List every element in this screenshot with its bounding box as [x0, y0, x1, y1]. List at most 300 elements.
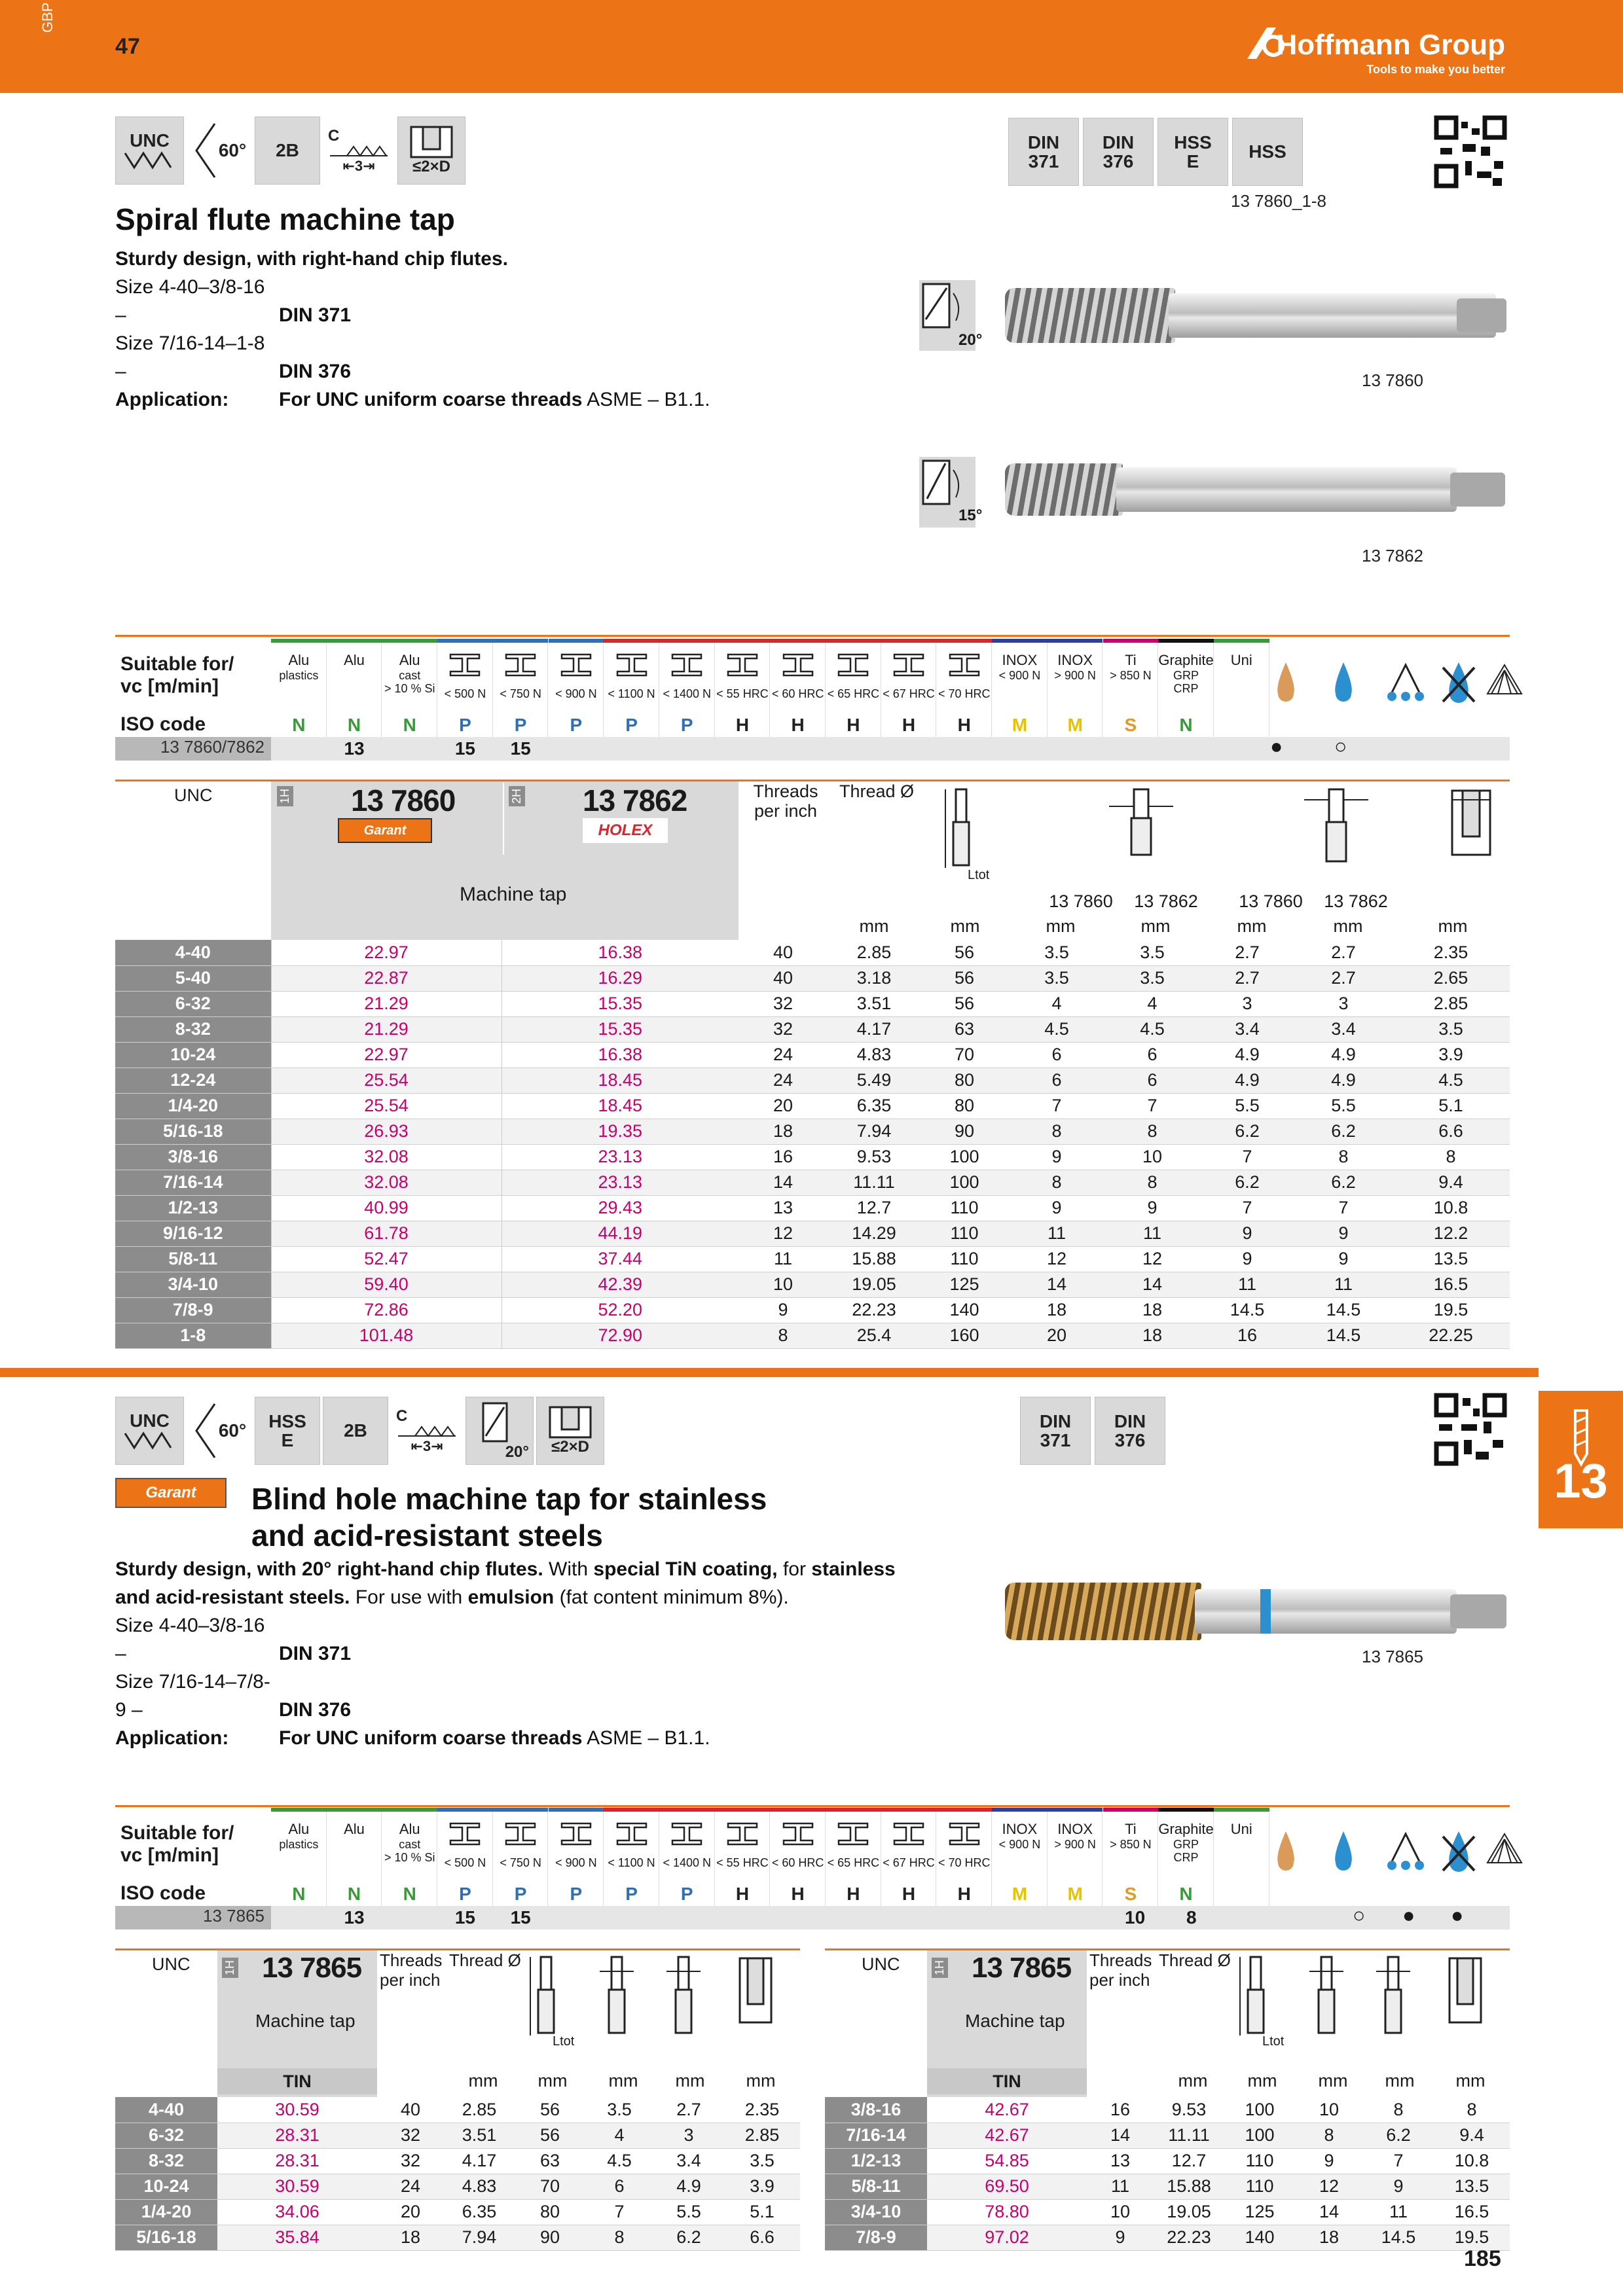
value-cell: 22.23 [852, 1300, 896, 1319]
value-cell: 125 [1245, 2202, 1275, 2221]
table-row [115, 1067, 1510, 1093]
angle-60-icon [192, 1401, 219, 1460]
chamfer-icon [327, 144, 390, 158]
qr-code-icon[interactable] [1434, 1393, 1507, 1466]
material-col [936, 1808, 992, 1906]
value-cell: 3.5 [1392, 1016, 1510, 1042]
helix-angle-icon [919, 457, 976, 509]
material-sub: cast > 10 % Si [384, 1838, 435, 1864]
chapter-tab[interactable] [1539, 1391, 1623, 1528]
material-color-bar [1103, 639, 1159, 643]
value-cell: 2.7 [1235, 942, 1260, 962]
helix-angle-badge-2 [919, 457, 983, 528]
air-cooling-icon [1485, 1830, 1524, 1869]
table-row [115, 1246, 1510, 1272]
material-color-bar [1158, 1808, 1214, 1812]
value-cell: 14 [739, 1170, 828, 1195]
price-cell: 29.43 [501, 1195, 739, 1221]
hss-badge: HSS [1232, 118, 1303, 186]
material-color-bar [826, 639, 881, 643]
value-cell: 9 [1199, 1221, 1295, 1246]
value-cell: 12 [1295, 2174, 1363, 2199]
value-cell: 8 [1105, 1119, 1199, 1144]
material-color-bar [1158, 639, 1214, 643]
din-376-badge: DIN 376 [1083, 118, 1154, 186]
material-col [1158, 639, 1214, 737]
value-cell: 7.94 [828, 1119, 921, 1144]
value-cell: 16 [1199, 1323, 1295, 1348]
value-cell: 19.5 [1434, 2225, 1510, 2250]
value-cell: 4.9 [1235, 1045, 1260, 1064]
material-col [493, 639, 549, 737]
material-iso: P [625, 715, 638, 735]
material-sub: < 65 HRC [827, 1856, 880, 1869]
value-cell: 160 [921, 1323, 1008, 1348]
material-col [992, 639, 1048, 737]
materials-row-1 [115, 737, 1510, 761]
iso-label-2: ISO code [120, 1882, 206, 1904]
material-sub: > 900 N [1054, 1838, 1096, 1851]
table-row [115, 1297, 1510, 1323]
value-cell: 11 [1087, 2174, 1154, 2199]
price-cell: 97.02 [927, 2225, 1087, 2250]
code-b-tag: 2H [509, 786, 525, 806]
section2-title: Blind hole machine tap for stainless and acid-resistant steels [251, 1482, 767, 1552]
value-cell: 5.1 [750, 2202, 775, 2221]
holex-badge: HOLEX [583, 818, 668, 843]
material-iso: H [791, 715, 805, 735]
thread-size-cell: 5/8-11 [115, 1246, 271, 1272]
material-iso: H [902, 1884, 916, 1904]
din-371-badge-2: DIN 371 [1020, 1397, 1091, 1465]
material-col [715, 1808, 771, 1906]
table1-header [115, 781, 1510, 939]
thread-size-cell: 1/4-20 [115, 1093, 271, 1119]
price-cell: 72.86 [271, 1297, 501, 1323]
value-cell: 70 [515, 2174, 585, 2199]
table2-left-body [115, 2097, 800, 2251]
unc-head: UNC [862, 1954, 900, 1974]
material-color-bar [826, 1808, 881, 1812]
chamfer-symbol: C ⇤3⇥ [323, 117, 395, 185]
material-sub: GRP CRP [1173, 669, 1199, 695]
price-cell: 18.45 [501, 1067, 739, 1093]
material-col [936, 639, 992, 737]
unc-head: UNC [152, 1954, 191, 1974]
angle-2-label: 15° [958, 507, 983, 524]
value-cell: 3.5 [1008, 965, 1105, 991]
material-color-bar [659, 639, 715, 643]
value-cell: 9 [1324, 2151, 1334, 2170]
core-hole-icon [1448, 787, 1494, 859]
material-col [382, 1808, 437, 1906]
steel-ibeam-icon [503, 652, 538, 678]
value-cell: 9 [1051, 1198, 1062, 1217]
value-cell: 125 [921, 1272, 1008, 1297]
coating-label: TIN [927, 2068, 1087, 2094]
value-cell: 13 [773, 1198, 793, 1217]
value-cell: 8 [1446, 1147, 1456, 1166]
material-sub: < 1100 N [608, 687, 655, 700]
material-sub: < 65 HRC [827, 687, 880, 700]
divider-materials-2 [115, 1805, 1510, 1807]
steel-ibeam-icon [670, 1821, 704, 1847]
value-cell: 14.5 [1230, 1300, 1265, 1319]
thread-size-cell: 10-24 [115, 1042, 271, 1067]
value-cell: 2.7 [1295, 965, 1392, 991]
angle-symbol-2: 60° [187, 1397, 252, 1465]
material-iso: P [680, 1884, 693, 1904]
unit-label: mm [1237, 916, 1267, 936]
value-cell: 5.5 [676, 2202, 701, 2221]
value-cell: 4.5 [1105, 1016, 1199, 1042]
price-cell: 15.35 [501, 1016, 739, 1042]
application-bold: For UNC uniform coarse threads [279, 389, 583, 410]
value-cell: 3.9 [724, 2174, 800, 2199]
value-cell: 4.5 [607, 2151, 632, 2170]
price-cell: 21.29 [271, 1016, 501, 1042]
size-label-2: Size 7/16-14–1-8 – [115, 332, 265, 382]
thread-dia-head: Thread Ø [449, 1950, 521, 1970]
material-iso: M [1012, 1884, 1028, 1904]
material-col [604, 1808, 659, 1906]
thread-size-cell: 8-32 [115, 1016, 271, 1042]
material-color-bar [936, 639, 992, 643]
depth-symbol: ≤2×D [397, 117, 465, 185]
value-cell: 140 [1224, 2225, 1295, 2250]
price-cell: 28.31 [275, 2151, 319, 2170]
core-hole-icon [736, 1954, 775, 2039]
value-cell: 8 [1295, 2123, 1363, 2148]
price-cell: 54.85 [985, 2151, 1029, 2170]
table-row [115, 965, 1510, 991]
price-cell: 35.84 [217, 2225, 377, 2250]
material-iso: P [625, 1884, 638, 1904]
material-col [437, 639, 493, 737]
table-row [115, 2097, 800, 2123]
value-cell: 3.4 [1199, 1016, 1295, 1042]
material-color-bar [659, 1808, 715, 1812]
material-col [549, 639, 604, 737]
table-row [825, 2097, 1510, 2123]
value-cell: 2.7 [1331, 942, 1356, 962]
code-number: 13 7865 [972, 1952, 1072, 1984]
material-iso: S [1124, 715, 1137, 735]
page-number-top: 47 [115, 34, 140, 59]
thread-size-cell: 3/4-10 [825, 2199, 927, 2225]
material-sub: < 60 HRC [771, 1856, 824, 1869]
value-cell: 4 [1147, 994, 1158, 1013]
material-iso: H [957, 715, 971, 735]
value-cell: 80 [921, 1067, 1008, 1093]
steel-ibeam-icon [448, 1821, 482, 1847]
m-value-2: 8 [1186, 1907, 1197, 1928]
value-cell: 9 [1051, 1147, 1062, 1166]
value-cell: 8 [1008, 1170, 1105, 1195]
tap-length-icon [526, 1954, 566, 2039]
material-col [549, 1808, 604, 1906]
value-cell: 100 [949, 1147, 979, 1166]
unit-label: mm [1333, 916, 1363, 936]
value-cell: 11 [1199, 1272, 1295, 1297]
value-cell: 100 [1224, 2123, 1295, 2148]
material-color-bar [549, 1808, 604, 1812]
price-cell: 19.35 [501, 1119, 739, 1144]
value-cell: 6.2 [1295, 1170, 1392, 1195]
material-iso: S [1124, 1884, 1137, 1904]
value-cell: 4.5 [1392, 1067, 1510, 1093]
coolant-dot-3: ○ [1353, 1903, 1366, 1927]
sub-heads-b: 13 7860 13 7862 [1239, 891, 1388, 911]
material-col [881, 1808, 937, 1906]
value-cell: 40 [773, 942, 793, 962]
oil-drop-icon [1273, 1829, 1299, 1874]
value-cell: 24 [773, 1045, 793, 1064]
value-cell: 16 [1110, 2099, 1131, 2119]
value-cell: 20 [1008, 1323, 1105, 1348]
material-color-bar [437, 1808, 493, 1812]
material-color-bar [327, 639, 382, 643]
price-cell: 37.44 [501, 1246, 739, 1272]
table-row [115, 2199, 800, 2225]
material-vc-value: 13 [344, 738, 365, 759]
material-col [271, 639, 327, 737]
steel-ibeam-icon [559, 1821, 593, 1847]
angle-symbol: 60° [187, 117, 252, 185]
value-cell: 14 [1105, 1272, 1199, 1297]
thread-size-cell: 6-32 [115, 2123, 217, 2148]
chamfer-icon [395, 1424, 458, 1439]
value-cell: 32 [400, 2151, 421, 2170]
garant-brand-badge: Garant [115, 1478, 227, 1508]
code-b: 13 7862 [583, 783, 687, 817]
value-cell: 3 [1242, 994, 1252, 1013]
price-cell: 16.38 [501, 1042, 739, 1067]
material-color-bar [493, 639, 549, 643]
value-cell: 9.4 [1434, 2123, 1510, 2148]
value-cell: 11 [1008, 1221, 1105, 1246]
value-cell: 11 [1105, 1221, 1199, 1246]
material-name: Alu [344, 652, 365, 668]
material-iso: N [403, 715, 416, 735]
code-tag: 1H [222, 1958, 238, 1978]
material-col [1158, 1808, 1214, 1906]
application-label-2: Application: [115, 1727, 229, 1749]
material-sub: < 900 N [555, 687, 597, 700]
material-color-bar [604, 1808, 659, 1812]
value-cell: 24 [739, 1067, 828, 1093]
material-iso: N [292, 715, 306, 735]
price-cell: 28.31 [217, 2123, 377, 2148]
material-color-bar [327, 1808, 382, 1812]
steel-ibeam-icon [947, 652, 981, 678]
thread-size-cell: 7/8-9 [825, 2225, 927, 2250]
din-376-badge-2: DIN 376 [1095, 1397, 1165, 1465]
iso-label: ISO code [120, 713, 206, 735]
value-cell: 110 [1245, 2151, 1274, 2170]
material-sub: < 55 HRC [716, 1856, 769, 1869]
thread-size-cell: 1/2-13 [115, 1195, 271, 1221]
value-cell: 2.35 [744, 2099, 780, 2119]
table-row [825, 2174, 1510, 2199]
table-row [115, 1272, 1510, 1297]
unit-label: mm [1247, 2071, 1277, 2090]
material-iso: P [680, 715, 693, 735]
material-col [659, 1808, 715, 1906]
value-cell: 10.8 [1433, 1198, 1468, 1217]
material-name: Alu [288, 1821, 310, 1837]
material-color-bar [881, 639, 937, 643]
value-cell: 56 [539, 2099, 560, 2119]
value-cell: 40 [739, 965, 828, 991]
material-iso: P [570, 1884, 583, 1904]
thread-size-cell: 7/16-14 [115, 1170, 271, 1195]
coolant-dot-4: ● [1402, 1903, 1415, 1927]
value-cell: 9.53 [856, 1147, 892, 1166]
size-label-3: Size 4-40–3/8-16 – [115, 1615, 265, 1664]
price-cell: 42.67 [927, 2123, 1087, 2148]
material-sub: < 900 N [998, 669, 1041, 682]
unit-label: mm [608, 2071, 638, 2090]
value-cell: 18 [1105, 1323, 1199, 1348]
steel-ibeam-icon [892, 1821, 926, 1847]
material-sub: > 850 N [1110, 669, 1152, 682]
steel-ibeam-icon [725, 1821, 759, 1847]
material-iso: H [847, 715, 860, 735]
value-cell: 22.25 [1392, 1323, 1510, 1348]
material-iso: P [514, 1884, 527, 1904]
price-cell: 52.20 [501, 1297, 739, 1323]
size-value-1: DIN 371 [279, 304, 352, 326]
steel-ibeam-icon [836, 1821, 870, 1847]
value-cell: 7 [1242, 1198, 1252, 1217]
dry-machining-icon [1439, 1827, 1478, 1873]
caption-13-7865: 13 7865 [1362, 1647, 1423, 1666]
material-sub: < 750 N [500, 1856, 541, 1869]
value-cell: 6.35 [856, 1096, 892, 1115]
value-cell: 32 [773, 994, 793, 1013]
value-cell: 2.85 [724, 2123, 800, 2148]
value-cell: 3.5 [750, 2151, 775, 2170]
material-sub: > 900 N [1054, 669, 1096, 682]
value-cell: 7 [1051, 1096, 1062, 1115]
application-bold-2: For UNC uniform coarse threads [279, 1727, 583, 1749]
code-a-tag: 1H [277, 786, 293, 806]
value-cell: 9 [1242, 1249, 1252, 1268]
price-cell: 22.87 [271, 965, 501, 991]
thread-size-cell: 3/4-10 [115, 1272, 271, 1297]
thread-size-cell: 3/8-16 [825, 2097, 927, 2123]
size-label-1: Size 4-40–3/8-16 – [115, 276, 265, 326]
value-cell: 9 [1087, 2225, 1154, 2250]
material-iso: H [957, 1884, 971, 1904]
steel-ibeam-icon [947, 1821, 981, 1847]
value-cell: 14 [1008, 1272, 1105, 1297]
steel-ibeam-icon [725, 652, 759, 678]
price-cell: 15.35 [501, 991, 739, 1016]
size-value-3: DIN 371 [279, 1643, 352, 1664]
thread-size-cell: 1/2-13 [825, 2148, 927, 2174]
value-cell: 10 [1319, 2099, 1340, 2119]
unit-label: mm [1455, 2071, 1486, 2090]
value-cell: 9 [778, 1300, 788, 1319]
price-cell: 44.19 [501, 1221, 739, 1246]
price-cell: 34.06 [275, 2202, 319, 2221]
thread-size-cell: 4-40 [115, 940, 271, 965]
thread-size-cell: 10-24 [115, 2174, 217, 2199]
qr-code-icon[interactable] [1434, 115, 1507, 188]
value-cell: 3.18 [828, 965, 921, 991]
value-cell: 11.11 [1154, 2123, 1224, 2148]
value-cell: 10.8 [1454, 2151, 1489, 2170]
material-col [770, 639, 826, 737]
value-cell: 14 [1087, 2123, 1154, 2148]
material-iso: M [1012, 715, 1028, 735]
material-color-bar [992, 639, 1048, 643]
tap-length-icon [1236, 1954, 1275, 2039]
helix-angle-icon [477, 1401, 522, 1444]
dry-machining-icon [1439, 658, 1478, 704]
material-col [1103, 639, 1159, 737]
value-cell: 2.35 [1433, 942, 1468, 962]
material-color-bar [271, 1808, 327, 1812]
helix-symbol-2: 20° [465, 1397, 534, 1465]
table-row [115, 1119, 1510, 1144]
value-cell: 14.5 [1295, 1323, 1392, 1348]
material-sub: < 1400 N [663, 1856, 712, 1869]
table2-right-header [825, 1950, 1510, 2097]
unit-label: mm [950, 916, 980, 936]
value-cell: 3.51 [444, 2123, 515, 2148]
material-name: INOX [1057, 652, 1093, 668]
material-col [1048, 639, 1103, 737]
caption-13-7860: 13 7860 [1362, 370, 1423, 390]
material-name: Alu [399, 652, 420, 668]
value-cell: 16 [773, 1147, 793, 1166]
value-cell: 2.65 [1392, 965, 1510, 991]
chamfer-symbol-2: C ⇤3⇥ [391, 1397, 463, 1465]
material-color-bar [271, 639, 327, 643]
value-cell: 10 [1142, 1147, 1163, 1166]
table-row [115, 2123, 800, 2148]
section1-description [115, 245, 901, 414]
emulsion-drop-icon [1330, 1829, 1357, 1874]
code-number: 13 7865 [262, 1952, 362, 1984]
value-cell: 8 [739, 1323, 828, 1348]
steel-ibeam-icon [781, 652, 815, 678]
unit-label: mm [1140, 916, 1171, 936]
price-cell: 21.29 [271, 991, 501, 1016]
value-cell: 56 [954, 994, 975, 1013]
coolant-icons [1254, 639, 1510, 737]
material-name: Alu [344, 1821, 365, 1837]
table-row [115, 991, 1510, 1016]
ltot-label: Ltot [968, 868, 990, 882]
materials-table-1 [115, 639, 1510, 763]
value-cell: 90 [515, 2225, 585, 2250]
steel-ibeam-icon [892, 652, 926, 678]
material-color-bar [770, 639, 826, 643]
brand-name: Hoffmann Group [1276, 29, 1505, 61]
value-cell: 4.9 [1331, 1045, 1356, 1064]
steel-ibeam-icon [670, 652, 704, 678]
material-sub: < 67 HRC [883, 1856, 935, 1869]
value-cell: 3.5 [607, 2099, 632, 2119]
blind-hole-icon [547, 1406, 593, 1439]
material-iso: N [1179, 715, 1193, 735]
materials-row-label-2: 13 7865 [115, 1906, 271, 1929]
unc-thread-symbol-2: UNC [115, 1397, 184, 1465]
